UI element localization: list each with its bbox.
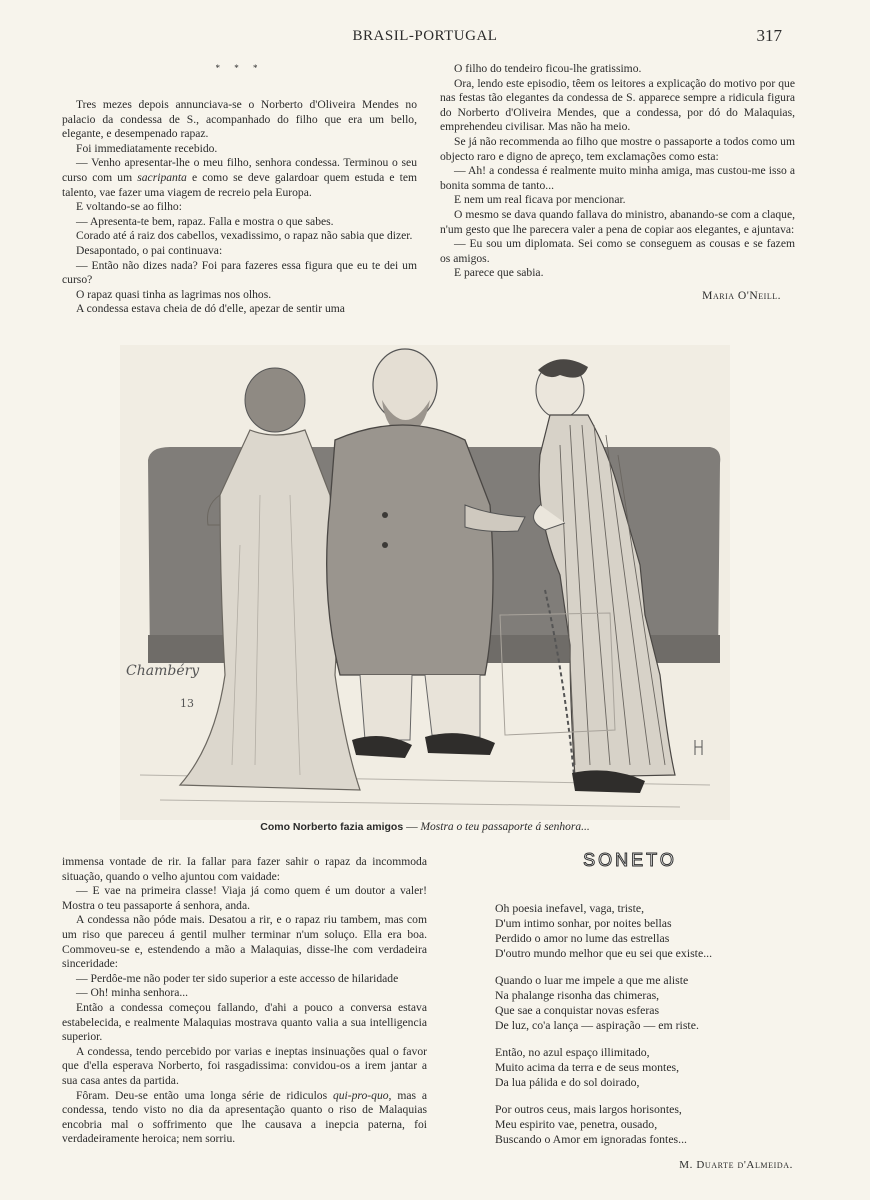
- paragraph: O mesmo se dava quando fallava do ministro, abanando-se com a claque, n'um gesto que lhe parecera valer a pena de copiar aos elegantes, e ajuntava:: [440, 207, 795, 236]
- paragraph: A condessa estava cheia de dó d'elle, apezar de sentir uma: [76, 302, 345, 316]
- caption-dash: —: [403, 821, 421, 833]
- italic-word: sacripanta: [137, 170, 187, 184]
- verse-line: Então, no azul espaço illimitado,: [495, 1045, 650, 1059]
- illustration-caption: [60, 821, 790, 833]
- paragraph: E voltando-se ao filho:: [76, 200, 182, 214]
- sonnet-title: SONETO: [583, 850, 677, 870]
- paragraph: A condessa, tendo percebido por varias e ineptas insinuações qual o favor que d'ella esperava Norberto, foi rasgadissima: convidou-os a irem jantar a sua casa antes da partida.: [62, 1044, 427, 1087]
- paragraph: Então a condessa começou fallando, d'ahi a pouco a conversa estava estabelecida, e realmente Malaquias mostrava quanto valia a sua intelligencia superior.: [62, 1000, 427, 1044]
- paragraph: [62, 1089, 427, 1147]
- illustration-drawing: [120, 345, 730, 820]
- paragraph-text: e como se deve galardoar quem estuda e tem talento, vae fazer uma viagem de recreio pela Europa.: [62, 170, 418, 199]
- sonnet-stanza: [495, 973, 795, 1033]
- paragraph: — Perdôe-me não poder ter sido superior a este accesso de hilaridade: [76, 971, 399, 985]
- paragraph-text: — Venho apresentar-lhe o meu filho, senhora condessa. Terminou o seu curso com um: [62, 156, 417, 184]
- verse-line: Meu espirito vae, penetra, ousado,: [495, 1117, 658, 1131]
- verse-line: Oh poesia inefavel, vaga, triste,: [495, 901, 645, 915]
- verse-line: Da lua pálida e do sol doirado,: [495, 1075, 640, 1089]
- paragraph-text: Fôram. Deu-se então uma longa série de ridiculos: [76, 1088, 328, 1102]
- verse-line: Que sae a conquistar novas esferas: [495, 1003, 660, 1017]
- verse-line: Na phalange risonha das chimeras,: [495, 988, 660, 1002]
- article-column-top-left: [62, 62, 417, 317]
- paragraph: — Apresenta-te bem, rapaz. Falla e mostra o que sabes.: [76, 214, 334, 228]
- article-column-bottom-left: [62, 855, 427, 1147]
- paragraph: E parece que sabia.: [454, 266, 544, 280]
- paragraph: A condessa não póde mais. Desatou a rir, e o rapaz riu tambem, mas com um riso que pareceu á gentil mulher terminar n'um soluço. Ella era boa. Commoveu-se e, estendendo a mão a Malaquias, disse-lhe com verdadeira sinceridade:: [62, 913, 427, 971]
- paragraph: Ora, lendo este episodio, têem os leitores a explicação do motivo por que nas festas tão elegantes da condessa de S. apparece sempre a ridicula figura do Norberto d'Oliveira Mendes, que a condessa, por dó do Malaquias, emprehendeu civilisar. Mas não ha meio.: [440, 76, 795, 134]
- paragraph: — Então não dizes nada? Foi para fazeres essa figura que eu te dei um curso?: [62, 258, 417, 287]
- paragraph: Foi immediatamente recebido.: [76, 141, 218, 155]
- verse-line: D'outro mundo melhor que eu sei que existe...: [495, 946, 713, 960]
- caption-title: Como Norberto fazia amigos: [260, 821, 404, 833]
- paragraph: immensa vontade de rir. Ia fallar para fazer sahir o rapaz da incommoda situação, quando o velho ajuntou com vaidade:: [62, 855, 427, 883]
- page-number: 317: [756, 26, 782, 45]
- sonnet-stanza: [495, 901, 795, 961]
- verse-line: Quando o luar me impele a que me aliste: [495, 973, 689, 987]
- paragraph: Tres mezes depois annunciava-se o Norberto d'Oliveira Mendes no palacio da condessa de S., acompanhado do filho que era um bello, elegante, e desempenado rapaz.: [62, 98, 417, 141]
- verse-line: Muito acima da terra e de seus montes,: [495, 1060, 680, 1074]
- verse-line: Perdido o amor no lume das estrellas: [495, 931, 670, 945]
- artist-signature: Chambéry: [126, 663, 200, 679]
- paragraph: E nem um real ficava por mencionar.: [454, 193, 626, 207]
- paragraph: O rapaz quasi tinha as lagrimas nos olhos.: [76, 287, 272, 301]
- paragraph: Se já não recommenda ao filho que mostre o passaporte a todos como um objecto raro e digno de apreço, tem exclamações como esta:: [440, 134, 795, 163]
- sonnet: [495, 850, 795, 1171]
- paragraph: Corado até á raiz dos cabellos, vexadissimo, o rapaz não sabia que dizer.: [76, 229, 413, 243]
- caption-quote: Mostra o teu passaporte á senhora...: [420, 821, 590, 833]
- verse-line: De luz, co'a lança — aspiração — em riste.: [495, 1018, 699, 1032]
- paragraph-text: mas a condessa, tendo visto no dia da apresentação quanto o riso de Malaquias encobria mal o soffrimento que lhe causava a inepcia paterna, foi verdadeiramente heroica; nem sorriu.: [62, 1088, 427, 1146]
- section-asterism: * * *: [215, 63, 264, 73]
- verse-line: Buscando o Amor em ignoradas fontes...: [495, 1132, 687, 1146]
- paragraph: Desapontado, o pai continuava:: [76, 243, 223, 257]
- sonnet-stanza: [495, 1045, 795, 1090]
- illustration-sketch: [120, 345, 730, 820]
- journal-title: BRASIL-PORTUGAL: [352, 28, 498, 44]
- paragraph: — Oh! minha senhora...: [76, 986, 189, 1000]
- artist-number: 13: [180, 697, 194, 710]
- author-signature: Maria O'Neill.: [702, 288, 781, 302]
- page-header: [60, 24, 790, 50]
- verse-line: Por outros ceus, mais largos horisontes,: [495, 1102, 682, 1116]
- article-column-top-right: [440, 62, 795, 304]
- paragraph: — Ah! a condessa é realmente muito minha amiga, mas custou-me isso a bonita somma de tanto...: [440, 164, 795, 192]
- sonnet-stanza: [495, 1102, 795, 1147]
- italic-word: qui-pro-quo,: [332, 1088, 392, 1102]
- paragraph: O filho do tendeiro ficou-lhe gratissimo.: [454, 62, 642, 75]
- paragraph: — Eu sou um diplomata. Sei como se conseguem as cousas e se fazem os amigos.: [440, 237, 795, 265]
- verse-line: D'um intimo sonhar, por noites bellas: [495, 916, 672, 930]
- paragraph: [62, 156, 417, 200]
- sonnet-author: M. Duarte d'Almeida.: [679, 1159, 793, 1171]
- paragraph: — E vae na primeira classe! Viaja já como quem é um doutor a valer! Mostra o teu passaporte á senhora, anda.: [62, 884, 427, 912]
